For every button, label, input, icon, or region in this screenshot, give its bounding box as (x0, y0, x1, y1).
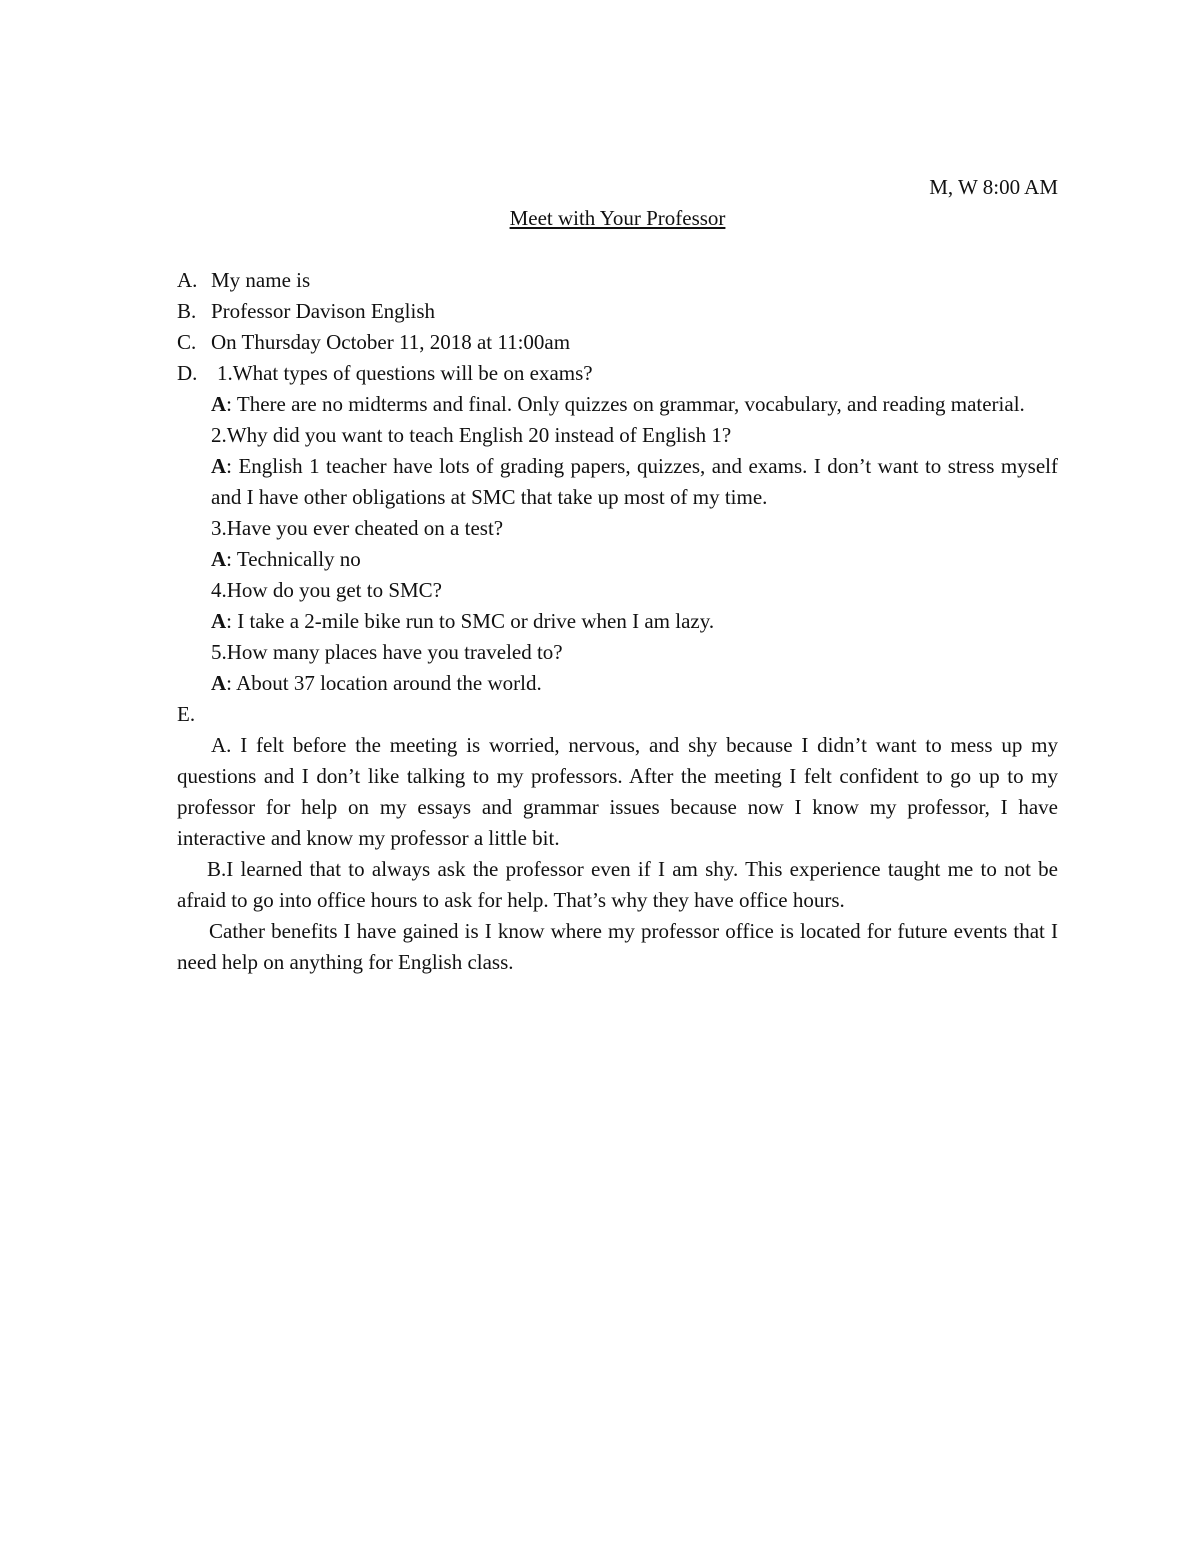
answer-text: : English 1 teacher have lots of grading papers, quizzes, and exams. I don’t want to stress myself and I have other obligations at SMC that take up most of my time. (211, 454, 1058, 509)
document-title: Meet with Your Professor (509, 206, 726, 230)
answer-marker: A (211, 547, 227, 571)
list-text: On Thursday October 11, 2018 at 11:00am (211, 330, 571, 354)
answer-marker: A (211, 392, 227, 416)
document-body (177, 172, 1058, 978)
answer-1 (211, 389, 1058, 420)
reflection-paragraph-c: Cather benefits I have gained is I know where my professor office is located for future events that I need help on anything for English class. (177, 919, 1058, 974)
answer-2 (211, 451, 1058, 513)
blank-line (177, 234, 1058, 265)
reflection-paragraph-a: A. I felt before the meeting is worried, nervous, and shy because I didn’t want to mess up my questions and I don’t like talking to my professors. After the meeting I felt confident to go up to my professor for help on my essays and grammar issues because now I know my professor, I have interactive and know my professor a little bit. (177, 733, 1058, 850)
answer-marker: A (211, 454, 227, 478)
answer-4 (211, 606, 1058, 637)
list-letter: D. (177, 361, 198, 385)
list-item-a (177, 265, 1058, 296)
answer-3 (211, 544, 1058, 575)
answer-marker: A (211, 671, 227, 695)
question-4: 4.How do you get to SMC? (211, 578, 442, 602)
answer-text: : There are no midterms and final. Only quizzes on grammar, vocabulary, and reading material. (226, 392, 1025, 416)
list-letter: B. (177, 299, 197, 323)
list-item-e (177, 699, 1058, 730)
list-letter: E. (177, 702, 196, 726)
answer-marker: A (211, 609, 227, 633)
list-item-d (177, 358, 1058, 699)
reflection-paragraph-b: B.I learned that to always ask the professor even if I am shy. This experience taught me to not be afraid to go into office hours to ask for help. That’s why they have office hours. (177, 857, 1058, 912)
question-2: 2.Why did you want to teach English 20 instead of English 1? (211, 423, 732, 447)
list-letter: A. (177, 268, 198, 292)
list-item-c (177, 327, 1058, 358)
question-3: 3.Have you ever cheated on a test? (211, 516, 504, 540)
class-schedule: M, W 8:00 AM (929, 175, 1058, 199)
list-text: Professor Davison English (211, 299, 435, 323)
answer-5 (211, 668, 1058, 699)
question-1: 1.What types of questions will be on exams? (217, 361, 593, 385)
list-letter: C. (177, 330, 197, 354)
answer-text: : I take a 2-mile bike run to SMC or drive when I am lazy. (226, 609, 715, 633)
answer-text: : Technically no (226, 547, 361, 571)
answer-text: : About 37 location around the world. (226, 671, 542, 695)
list-text: My name is (211, 268, 311, 292)
question-5: 5.How many places have you traveled to? (211, 640, 563, 664)
list-item-b (177, 296, 1058, 327)
question-list (211, 358, 1058, 699)
